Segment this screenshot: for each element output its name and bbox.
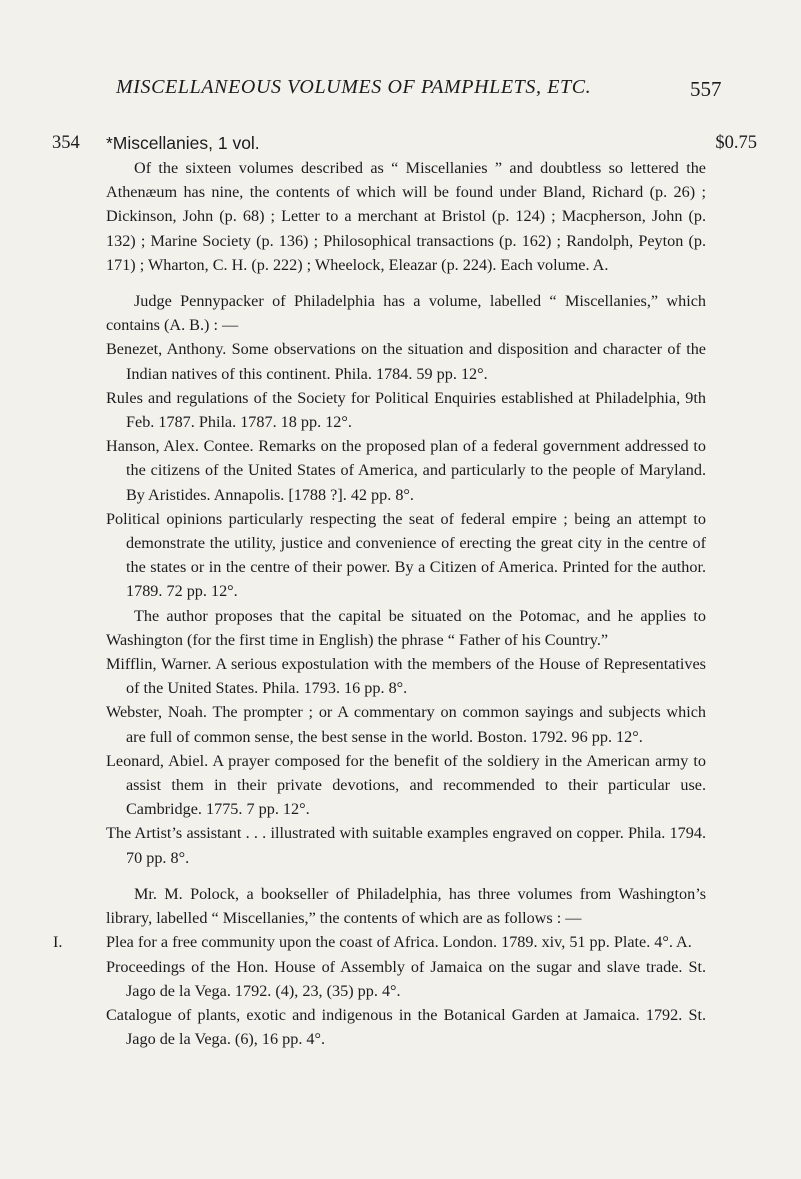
polock-paragraph: Mr. M. Polock, a bookseller of Philadelphia, has three volumes from Washington’s library, labelled “ Miscellanies,” the contents of which are as follows : — xyxy=(106,884,706,928)
list-item: Benezet, Anthony. Some observations on the situation and disposition and character of the Indian natives of this continent. Phila. 1784. 59 pp. 12°. xyxy=(106,340,706,383)
list-item: Webster, Noah. The prompter ; or A commentary on common sayings and subjects which are full of common sense, the best sense in the world. Boston. 1792. 96 pp. 12°. xyxy=(106,703,706,746)
volume-marker: I. xyxy=(53,933,63,952)
pennypacker-paragraph: Judge Pennypacker of Philadelphia has a volume, labelled “ Miscellanies,” which contains (A. B.) : — xyxy=(106,292,706,335)
page-number: 557 xyxy=(690,77,722,101)
entry-body xyxy=(53,156,706,1051)
list-item: Plea for a free community upon the coast of Africa. London. 1789. xiv, 51 pp. Plate. 4°. A. xyxy=(106,933,692,952)
list-item: Mifflin, Warner. A serious expostulation with the members of the House of Representatives of the United States. Phila. 1793. 16 pp. 8°. xyxy=(106,655,706,698)
entry-title: *Miscellanies, 1 vol. xyxy=(106,133,260,153)
list-item: Political opinions particularly respecting the seat of federal empire ; being an attempt to demonstrate the utility, justice and convenience of erecting the great city in the centre of the states or in the centre of their power. By a Citizen of America. Printed for the author. 1789. 72 pp. 12°. xyxy=(106,509,706,601)
note-paragraph: The author proposes that the capital be situated on the Potomac, and he applies to Washington (for the first time in English) the phrase “ Father of his Country.” xyxy=(106,606,706,649)
intro-paragraph: Of the sixteen volumes described as “ Miscellanies ” and doubtless so lettered the Athenæum has nine, the contents of which will be found under Bland, Richard (p. 26) ; Dickinson, John (p. 68) ; Letter to a merchant at Bristol (p. 124) ; Macpherson, John (p. 132) ; Marine Society (p. 136) ; Philosophical transactions (p. 162) ; Randolph, Peyton (p. 171) ; Wharton, C. H. (p. 222) ; Wheelock, Eleazar (p. 224). Each volume. A. xyxy=(106,159,706,274)
entry-price: $0.75 xyxy=(715,133,757,153)
volume-one-group xyxy=(53,930,706,1051)
list-item: Rules and regulations of the Society for Political Enquiries established at Philadelphia, 9th Feb. 1787. Phila. 1787. 18 pp. 12°. xyxy=(106,388,706,432)
list-item: The Artist’s assistant . . . illustrated with suitable examples engraved on copper. Phila. 1794. 70 pp. 8°. xyxy=(106,824,706,867)
list-item: Hanson, Alex. Contee. Remarks on the proposed plan of a federal government addressed to the citizens of the United States of America, and particularly to the people of Maryland. By Aristides. Annapolis. [1788 ?]. 42 pp. 8°. xyxy=(106,437,706,504)
list-item: Catalogue of plants, exotic and indigenous in the Botanical Garden at Jamaica. 1792. St. Jago de la Vega. (6), 16 pp. 4°. xyxy=(106,1005,706,1049)
entry-number: 354 xyxy=(52,133,80,153)
list-item: Leonard, Abiel. A prayer composed for the benefit of the soldiery in the American army to assist them in their private devotions, and recommended to their particular use. Cambridge. 1775. 7 pp. 12°. xyxy=(106,751,706,819)
running-head: MISCELLANEOUS VOLUMES OF PAMPHLETS, ETC. xyxy=(116,76,592,98)
page-header xyxy=(0,76,801,106)
list-item: Proceedings of the Hon. House of Assembly of Jamaica on the sugar and slave trade. St. Jago de la Vega. 1792. (4), 23, (35) pp. 4°. xyxy=(106,957,706,1000)
